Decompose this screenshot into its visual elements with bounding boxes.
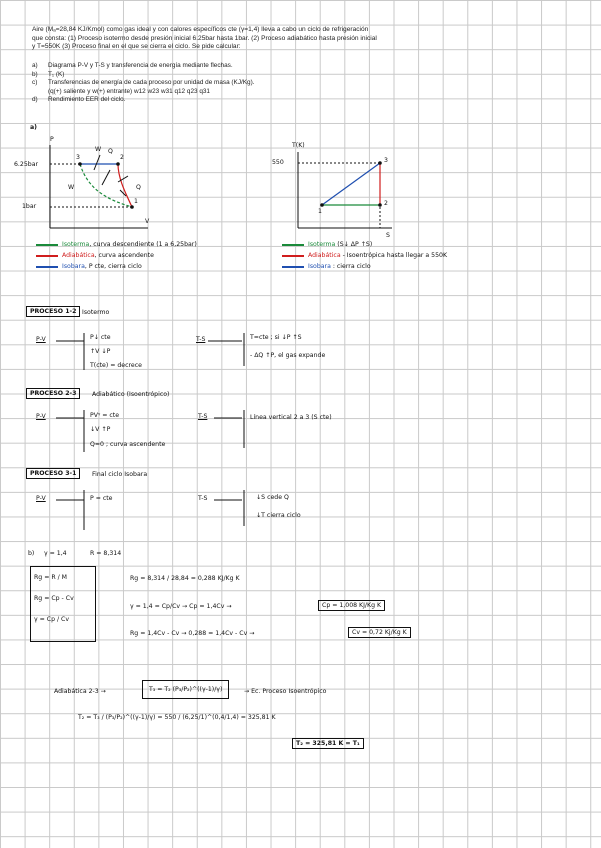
proc12-pv: P-V: [36, 336, 46, 343]
proc31-title: PROCESO 3-1: [26, 468, 80, 479]
pv-p-axis: P: [50, 136, 54, 143]
calc-gamma: γ = 1,4 = Cp/Cv → Cp = 1,4Cv →: [130, 603, 232, 610]
proc23-ts: T-S: [198, 413, 208, 420]
proc12-title: PROCESO 1-2: [26, 306, 80, 317]
part-b-label: b): [28, 550, 35, 557]
t1-result: T₂ = 325,81 K = T₁: [292, 738, 364, 749]
proc23-pv-line: PVᵞ = cte: [90, 412, 120, 419]
gamma-value: γ = 1,4: [44, 550, 67, 557]
ts-diagram: [298, 152, 392, 228]
pv-diagram: [50, 145, 148, 228]
proc12-pv-line: ↑V ↓P: [90, 348, 111, 355]
ts-node-2: 2: [384, 200, 388, 207]
question-item: b) T₁ (K): [32, 70, 65, 78]
question-item: d) Rendimiento EER del ciclo.: [32, 96, 126, 104]
pv-q-top: Q: [108, 148, 113, 155]
proc31-ts: T-S: [198, 495, 208, 502]
ts-t-value: 550: [272, 159, 284, 166]
legend-pv-isobara: Isobara, P cte, cierra ciclo: [62, 263, 142, 270]
legend-ts-isoterma: Isoterma (S↓ ΔP ↑S): [308, 241, 373, 248]
pv-q-right: Q: [136, 184, 141, 191]
formula-line: Rg = Cp - Cv: [34, 595, 74, 602]
formula-line: Rg = R / M: [34, 574, 68, 581]
question-item: (q(+) saliente y w(+) entrante) w12 w23 w31 q12 q23 q31: [48, 87, 210, 95]
proc23-name: Adiabático (Isoentrópico): [92, 391, 170, 398]
adiab-formula: T₃ = T₂ (P₃/P₂)^((γ-1)/γ): [142, 680, 229, 699]
proc12-ts-line: - ΔQ ↑P, el gas expande: [250, 352, 326, 359]
question-item: a) Diagrama P-V y T-S y transferencia de energía mediante flechas.: [32, 62, 233, 69]
proc31-pv-line: P = cte: [90, 495, 113, 502]
proc12-name: Isotermo: [82, 309, 110, 316]
proc12-ts: T-S: [196, 336, 206, 343]
proc23-pv-line: Q=0 ; curva ascendente: [90, 441, 166, 448]
pv-node-2: 2: [120, 154, 124, 161]
adiab-label: Adiabática 2-3 →: [54, 688, 106, 695]
ts-node-3: 3: [384, 157, 388, 164]
ts-t-axis: T(K): [292, 142, 305, 149]
legend-ts-adiabatica: Adiabática - Isoentrópica hasta llegar a 550K: [308, 252, 448, 259]
t2-calc: T₂ = T₃ / (P₃/P₂)^((γ-1)/γ) = 550 / (6,25/1)^(0,4/1,4) = 325,81 K: [78, 714, 276, 721]
pv-w-left: W: [68, 184, 75, 191]
ts-node-1: 1: [318, 208, 322, 215]
cp-result: Cp = 1,008 KJ/Kg K: [318, 600, 385, 611]
proc23-pv: P-V: [36, 413, 46, 420]
pv-node-3: 3: [76, 154, 80, 161]
proc23-title: PROCESO 2-3: [26, 388, 80, 399]
calc-rg2: Rg = 1,4Cv - Cv → 0,288 = 1,4Cv - Cv →: [130, 630, 255, 637]
legend-pv-isoterma: Isoterma, curva descendiente (1 a 6,25bar): [62, 241, 197, 248]
proc31-ts-line: ↓S cede Q: [256, 494, 289, 501]
adiab-tail: → Ec. Proceso Isoentrópico: [244, 688, 327, 695]
pv-v-axis: V: [145, 218, 150, 225]
proc31-name: Final ciclo Isobara: [92, 471, 148, 478]
cv-result: Cv = 0,72 Kj/Kg K: [348, 627, 411, 638]
r-value: R = 8,314: [90, 550, 122, 557]
legend-ts-isobara: Isobara : cierra ciclo: [308, 263, 371, 270]
legend-pv-adiabatica: Adiabática, curva ascendente: [62, 252, 154, 259]
pv-node-1: 1: [134, 198, 138, 205]
pv-p-low: 1bar: [22, 203, 37, 210]
proc12-pv-line: P↓ cte: [90, 334, 111, 341]
formula-line: γ = Cp / Cv: [34, 616, 70, 623]
pv-w-top: W: [95, 146, 102, 153]
proc31-ts-line: ↓T cierra ciclo: [256, 512, 301, 519]
calc-rg: Rg = 8,314 / 28,84 = 0,288 KJ/Kg K: [130, 575, 240, 582]
ts-s-axis: S: [386, 232, 390, 239]
proc12-ts-line: T=cte ; si ↓P ↑S: [250, 334, 302, 341]
part-a-label: a): [30, 124, 38, 131]
proc23-pv-line: ↓V ↑P: [90, 426, 111, 433]
problem-statement: Aire (Mₐ=28,84 KJ/Kmol) como gas ideal y con calores específicos cte (γ=1,4) lleva a cabo un ciclo de refrigeración que consta: (1) Proceso isotermo desde presión inicial 6.25bar hasta 1bar. (2) Proceso adiabático hasta presión inicial y T=550K (3) Proceso final en el que se cierra el ciclo. Se pide calcular:: [32, 26, 377, 51]
proc12-pv-line: T(cte) = decrece: [90, 362, 142, 369]
proc31-pv: P-V: [36, 495, 46, 502]
proc23-ts-line: Línea vertical 2 a 3 (S cte): [250, 414, 332, 421]
pv-p-high: 6.25bar: [14, 161, 39, 168]
formula-box: [30, 566, 96, 642]
question-item: c) Transferencias de energía de cada proceso por unidad de masa (KJ/Kg).: [32, 79, 255, 87]
